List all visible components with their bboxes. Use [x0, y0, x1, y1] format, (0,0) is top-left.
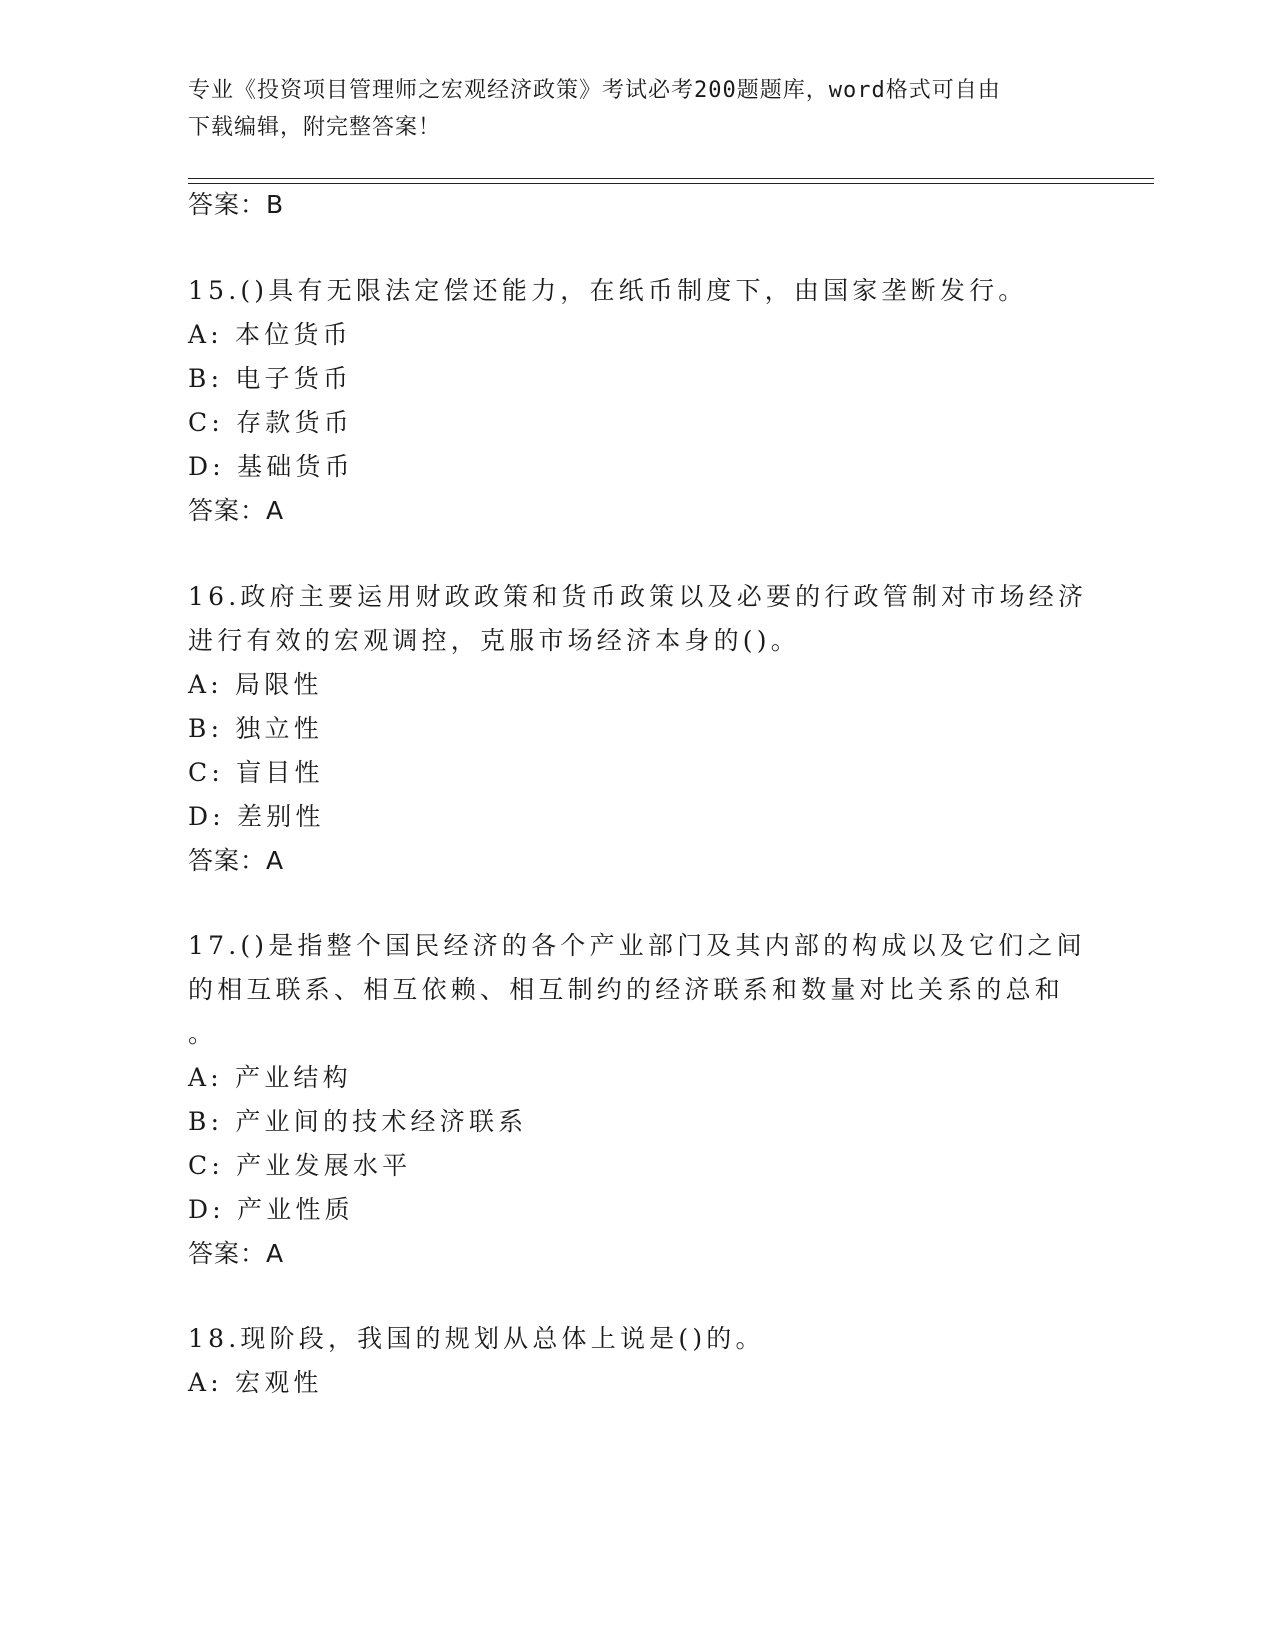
question-16-option-b: B: 独立性 [188, 714, 323, 743]
question-16-option-a: A: 局限性 [188, 670, 323, 699]
question-15-option-d: D: 基础货币 [188, 452, 354, 481]
header-rule-top [188, 178, 1154, 179]
question-16-option-c: C: 盲目性 [188, 758, 324, 787]
question-18-option-a: A: 宏观性 [188, 1368, 323, 1397]
question-17-stem-line-2: 的相互联系、相互依赖、相互制约的经济联系和数量对比关系的总和 [188, 975, 1065, 1004]
question-17-option-b: B: 产业间的技术经济联系 [188, 1107, 528, 1136]
question-17-option-c: C: 产业发展水平 [188, 1151, 412, 1180]
answer-15: 答案：A [188, 496, 285, 525]
header-line-1: 专业《投资项目管理师之宏观经济政策》考试必考200题题库，word格式可自由 [188, 78, 1001, 103]
question-15-stem: 15.()具有无限法定偿还能力，在纸币制度下，由国家垄断发行。 [188, 276, 1028, 305]
question-15-option-a: A: 本位货币 [188, 320, 352, 349]
answer-14: 答案：B [188, 190, 285, 219]
question-17-stem-line-3: 。 [188, 1019, 218, 1048]
question-17-option-a: A: 产业结构 [188, 1063, 352, 1092]
answer-value: A [266, 846, 285, 875]
question-16-stem-line-1: 16.政府主要运用财政政策和货币政策以及必要的行政管制对市场经济 [188, 582, 1088, 611]
answer-value: B [266, 190, 285, 219]
question-16-option-d: D: 差别性 [188, 802, 325, 831]
question-16-stem-line-2: 进行有效的宏观调控，克服市场经济本身的()。 [188, 626, 800, 655]
header-line-2: 下载编辑，附完整答案！ [188, 115, 442, 140]
answer-16: 答案：A [188, 846, 285, 875]
answer-value: A [266, 1239, 285, 1268]
question-18-stem: 18.现阶段，我国的规划从总体上说是()的。 [188, 1324, 765, 1353]
document-header [188, 72, 1088, 146]
answer-17: 答案：A [188, 1239, 285, 1268]
question-15-option-c: C: 存款货币 [188, 408, 353, 437]
question-15-option-b: B: 电子货币 [188, 364, 353, 393]
question-17-option-d: D: 产业性质 [188, 1195, 354, 1224]
question-17-stem-line-1: 17.()是指整个国民经济的各个产业部门及其内部的构成以及它们之间 [188, 931, 1086, 960]
answer-value: A [266, 496, 285, 525]
header-rule-bottom [188, 183, 1154, 184]
